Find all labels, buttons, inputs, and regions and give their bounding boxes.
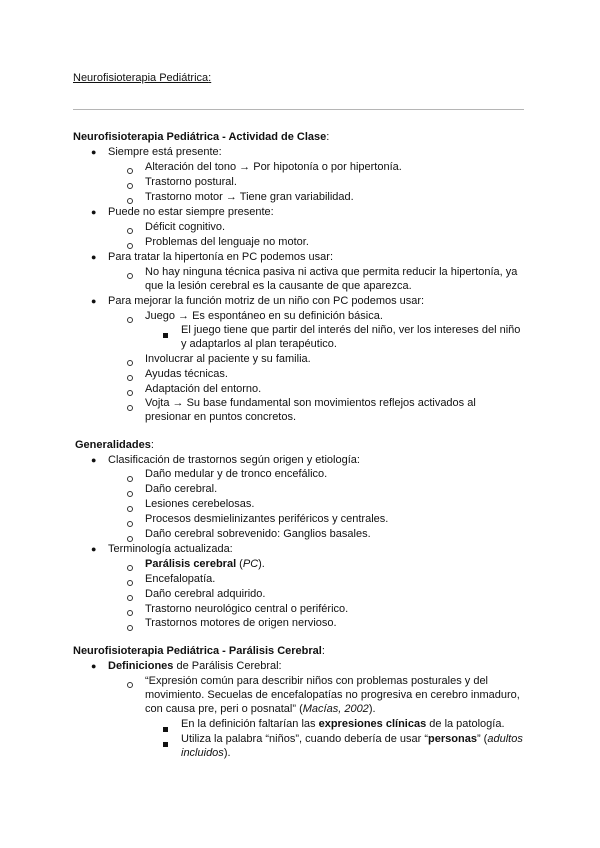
bullet-circle [127,561,133,576]
list-item: Siempre está presente: [108,146,222,158]
bullet-circle [127,371,133,386]
bullet-disc: ● [91,544,97,554]
list-item: Utiliza la palabra “niños”, cuando debería de usar “personas” (adultos [181,733,523,745]
list-item: No hay ninguna técnica pasiva ni activa que permita reducir la hipertonía, ya [145,266,518,278]
list-item: Involucrar al paciente y su familia. [145,353,311,365]
list-item: Terminología actualizada: [108,543,233,555]
list-item: Lesiones cerebelosas. [145,498,255,510]
list-item-continuation: incluidos). [181,747,231,759]
bullet-circle [127,269,133,284]
bullet-circle [127,591,133,606]
list-item: Déficit cognitivo. [145,221,226,233]
quote-line: “Expresión común para describir niños con problemas posturales y del [145,675,489,687]
list-item: Daño cerebral. [145,483,218,495]
quote-line: con causa pre, peri o posnatal” (Macías, 2002). [145,703,376,715]
quote-line: movimiento. Secuelas de encefalopatías no progresiva en cerebro inmaduro, [145,689,520,701]
section-heading-generalidades: Generalidades: [75,439,154,451]
list-item: El juego tiene que partir del interés del niño, ver los intereses del niño [181,324,521,336]
bullet-square [163,737,168,752]
list-item: Daño medular y de tronco encefálico. [145,468,328,480]
list-item: Alteración del tono → Por hipotonía o por hipertonía. [145,161,402,173]
list-item: Definiciones de Parálisis Cerebral: [108,660,282,672]
bullet-circle [127,517,133,532]
bullet-circle [127,502,133,517]
list-item-continuation: y adaptarlos al plan terapéutico. [181,338,337,350]
list-item: Trastorno motor → Tiene gran variabilidad. [145,191,354,203]
bullet-circle [127,164,133,179]
bullet-circle [127,576,133,591]
list-item-continuation: que la lesión cerebral es la causante de que aparezca. [145,280,412,292]
bullet-circle [127,678,133,693]
bullet-circle [127,386,133,401]
section-heading-paralisis-cerebral: Neurofisioterapia Pediátrica - Parálisis Cerebral: [73,645,325,657]
list-item: Puede no estar siempre presente: [108,206,274,218]
list-item: Procesos desmielinizantes periféricos y centrales. [145,513,389,525]
list-item: Ayudas técnicas. [145,368,228,380]
bullet-circle [127,606,133,621]
bullet-circle [127,401,133,416]
bullet-circle [127,224,133,239]
document-title: Neurofisioterapia Pediátrica: [73,72,212,84]
horizontal-rule [73,109,524,110]
list-item: Vojta → Su base fundamental son movimientos reflejos activados al [145,397,476,409]
list-item: Trastornos motores de origen nervioso. [145,617,337,629]
list-item: Trastorno neurológico central o periférico. [145,603,349,615]
list-item: Daño cerebral adquirido. [145,588,266,600]
list-item: Para mejorar la función motriz de un niño con PC podemos usar: [108,295,425,307]
bullet-disc: ● [91,147,97,157]
list-item: Trastorno postural. [145,176,237,188]
bullet-circle [127,472,133,487]
list-item: En la definición faltarían las expresiones clínicas de la patología. [181,718,505,730]
list-item: Adaptación del entorno. [145,383,262,395]
bullet-disc: ● [91,207,97,217]
list-item: Juego → Es espontáneo en su definición básica. [145,310,383,322]
list-item: Parálisis cerebral (PC). [145,558,265,570]
list-item: Encefalopatía. [145,573,216,585]
bullet-circle [127,313,133,328]
bullet-disc: ● [91,455,97,465]
bullet-circle [127,179,133,194]
bullet-disc: ● [91,296,97,306]
bullet-circle [127,356,133,371]
list-item: Clasificación de trastornos según origen y etiología: [108,454,360,466]
section-heading-actividad: Neurofisioterapia Pediátrica - Actividad de Clase: [73,131,330,143]
bullet-circle [127,487,133,502]
list-item: Problemas del lenguaje no motor. [145,236,309,248]
list-item-continuation: presionar en puntos concretos. [145,411,297,423]
bullet-square [163,328,168,343]
bullet-circle [127,621,133,636]
list-item: Daño cerebral sobrevenido: Ganglios basales. [145,528,371,540]
bullet-disc: ● [91,661,97,671]
bullet-square [163,722,168,737]
list-item: Para tratar la hipertonía en PC podemos usar: [108,251,334,263]
bullet-disc: ● [91,252,97,262]
